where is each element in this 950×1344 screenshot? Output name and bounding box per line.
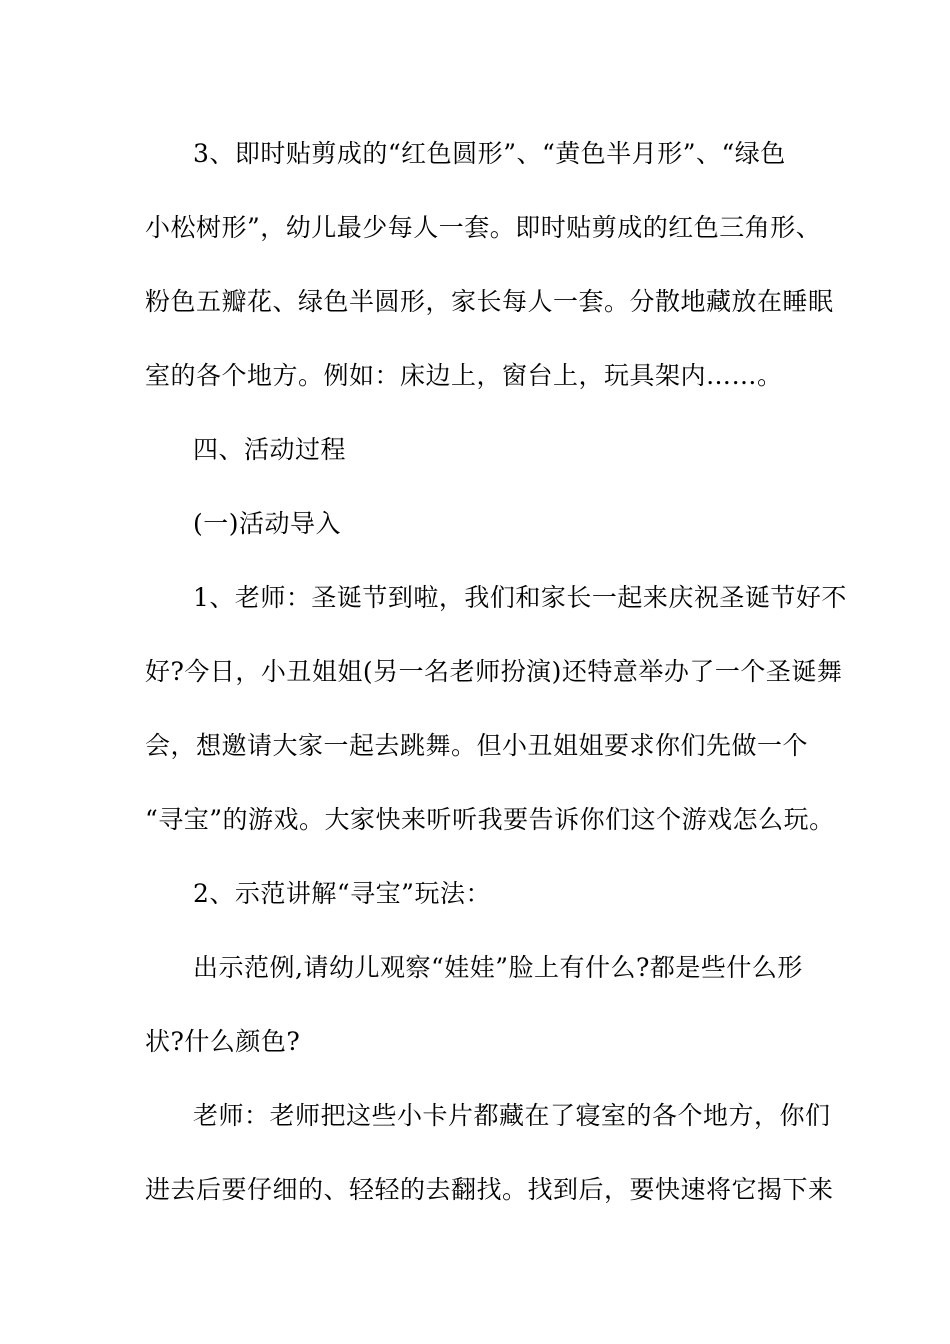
paragraph-intro-line-4: “寻宝”的游戏。大家快来听听我要告诉你们这个游戏怎么玩。: [145, 805, 835, 834]
paragraph-demo-heading: 2、示范讲解“寻宝”玩法：: [193, 879, 491, 908]
paragraph-teacher-line-1: 老师：老师把这些小卡片都藏在了寝室的各个地方，你们: [193, 1101, 831, 1130]
paragraph-intro-line-2: 好?今日，小丑姐姐(另一名老师扮演)还特意举办了一个圣诞舞: [145, 657, 843, 686]
paragraph-example-line-1: 出示范例,请幼儿观察“娃娃”脸上有什么?都是些什么形: [193, 953, 803, 982]
section-heading: 四、活动过程: [193, 435, 347, 464]
subsection-heading: (一)活动导入: [193, 509, 342, 538]
paragraph-example-line-2: 状?什么颜色?: [145, 1027, 301, 1056]
paragraph-intro-line-1: 1、老师：圣诞节到啦，我们和家长一起来庆祝圣诞节好不: [193, 583, 847, 612]
paragraph-materials-line-3: 粉色五瓣花、绿色半圆形，家长每人一套。分散地藏放在睡眠: [145, 287, 834, 316]
paragraph-intro-line-3: 会，想邀请大家一起去跳舞。但小丑姐姐要求你们先做一个: [145, 731, 809, 760]
paragraph-materials-line-4: 室的各个地方。例如：床边上，窗台上，玩具架内……。: [145, 361, 783, 390]
paragraph-teacher-line-2: 进去后要仔细的、轻轻的去翻找。找到后，要快速将它揭下来: [145, 1175, 834, 1204]
paragraph-materials-line-1: 3、即时贴剪成的“红色圆形”、“黄色半月形”、“绿色: [193, 139, 786, 168]
paragraph-materials-line-2: 小松树形”，幼儿最少每人一套。即时贴剪成的红色三角形、: [145, 213, 822, 242]
